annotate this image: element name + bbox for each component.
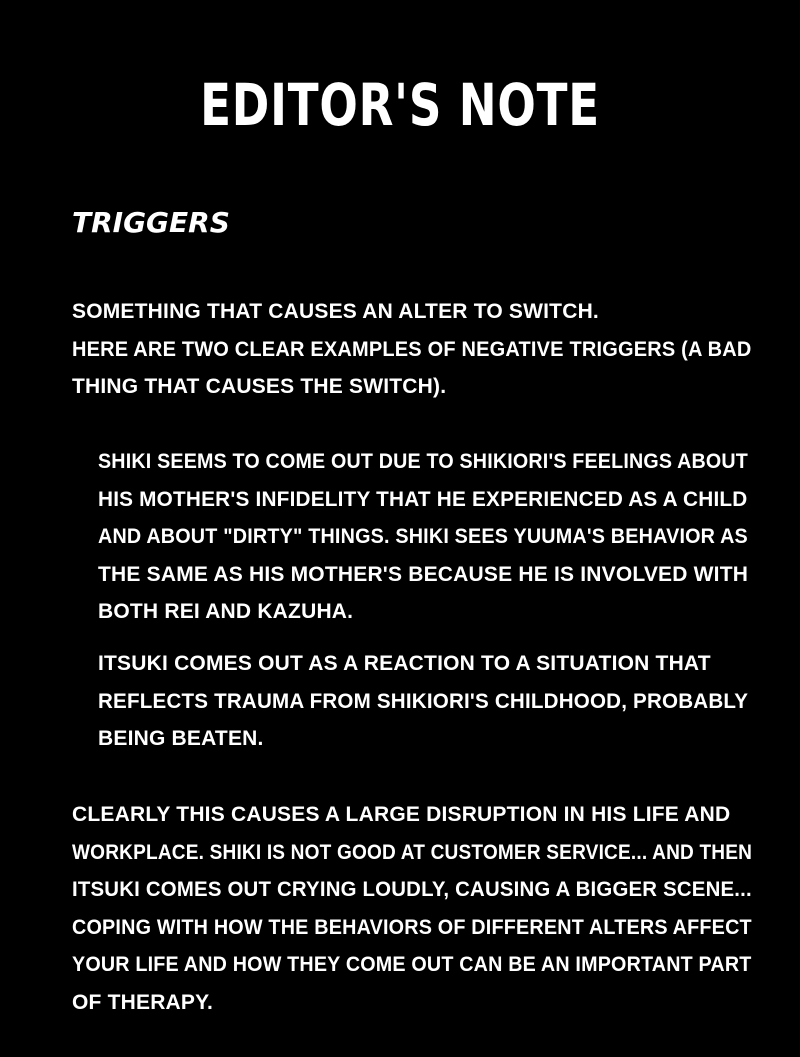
example-line: BEING BEATEN.: [98, 727, 264, 750]
intro-line: HERE ARE TWO CLEAR EXAMPLES OF NEGATIVE TRIGGERS (A BAD: [72, 337, 752, 361]
example-line: SHIKI SEEMS TO COME OUT DUE TO SHIKIORI'S FEELINGS ABOUT: [98, 450, 748, 473]
conclusion-line: COPING WITH HOW THE BEHAVIORS OF DIFFERENT ALTERS AFFECT: [72, 915, 752, 939]
intro-paragraph: [72, 293, 752, 406]
example-line: AND ABOUT "DIRTY" THINGS. SHIKI SEES YUUMA'S BEHAVIOR AS: [98, 525, 748, 548]
section-heading: TRIGGERS: [72, 206, 230, 239]
conclusion-paragraph: [72, 796, 752, 1021]
example-itsuki-paragraph: [98, 645, 748, 758]
intro-line: SOMETHING THAT CAUSES AN ALTER TO SWITCH.: [72, 300, 599, 323]
example-line: HIS MOTHER'S INFIDELITY THAT HE EXPERIENCED AS A CHILD: [98, 487, 748, 511]
page-title: EDITOR'S NOTE: [200, 71, 600, 139]
example-line: THE SAME AS HIS MOTHER'S BECAUSE HE IS INVOLVED WITH: [98, 562, 749, 586]
example-line: ITSUKI COMES OUT AS A REACTION TO A SITUATION THAT: [98, 652, 711, 675]
example-line: REFLECTS TRAUMA FROM SHIKIORI'S CHILDHOOD, PROBABLY: [98, 689, 749, 713]
conclusion-line: OF THERAPY.: [72, 990, 214, 1014]
conclusion-line: YOUR LIFE AND HOW THEY COME OUT CAN BE AN IMPORTANT PART: [72, 953, 752, 976]
conclusion-line: CLEARLY THIS CAUSES A LARGE DISRUPTION IN HIS LIFE AND: [72, 803, 731, 826]
intro-line: THING THAT CAUSES THE SWITCH).: [72, 375, 447, 398]
conclusion-line: ITSUKI COMES OUT CRYING LOUDLY, CAUSING A BIGGER SCENE...: [72, 878, 752, 901]
example-line: BOTH REI AND KAZUHA.: [98, 600, 354, 623]
example-shiki-paragraph: [98, 443, 748, 631]
conclusion-line: WORKPLACE. SHIKI IS NOT GOOD AT CUSTOMER SERVICE... AND THEN: [72, 840, 753, 864]
